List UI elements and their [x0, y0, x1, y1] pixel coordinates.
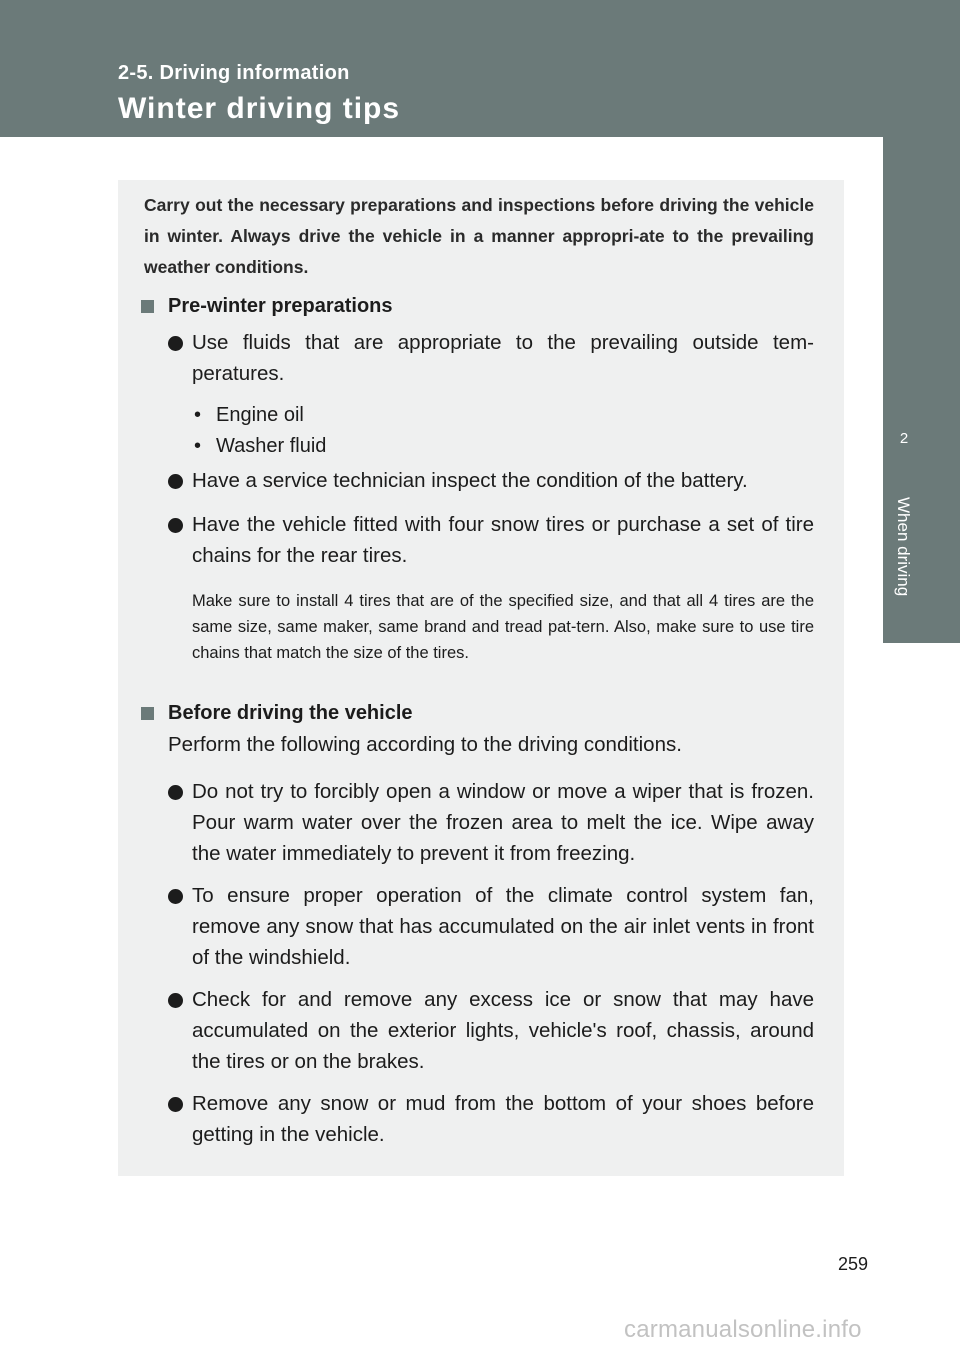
item-fluids: Use fluids that are appropriate to the prevailing outside tem-peratures.: [192, 331, 814, 385]
bullet-icon: [168, 785, 183, 800]
heading-pre-winter: Pre-winter preparations: [168, 295, 393, 317]
chapter-name: When driving: [894, 497, 913, 597]
section2-intro: Perform the following according to the driving conditions.: [168, 733, 682, 756]
heading-square-icon: [141, 707, 154, 720]
bullet-icon: [168, 474, 183, 489]
bullet-icon: [168, 518, 183, 533]
item-excess-ice: Check for and remove any excess ice or snow that may have accumulated on the exterior lights, vehicle's roof, chassis, around the tires or on the brakes.: [192, 988, 814, 1073]
sub-bullet-icon: •: [194, 404, 202, 426]
header-bar: [0, 0, 960, 137]
page-number: 259: [838, 1254, 869, 1274]
item-shoes: Remove any snow or mud from the bottom of your shoes before getting in the vehicle.: [192, 1092, 814, 1146]
watermark: carmanualsonline.info: [624, 1316, 862, 1343]
sub-item-washer-fluid: Washer fluid: [216, 435, 327, 457]
heading-square-icon: [141, 300, 154, 313]
bullet-icon: [168, 889, 183, 904]
chapter-number: 2: [899, 430, 909, 447]
tire-note: Make sure to install 4 tires that are of the specified size, and that all 4 tires are the same size, same maker, same brand and tread pat-tern. Also, make sure to use tire chains that match the size of the tires.: [192, 592, 814, 662]
bullet-icon: [168, 993, 183, 1008]
bullet-icon: [168, 1097, 183, 1112]
item-snow-tires: Have the vehicle fitted with four snow tires or purchase a set of tire chains for the rear tires.: [192, 513, 814, 567]
item-climate-fan: To ensure proper operation of the climate control system fan, remove any snow that has accumulated on the air inlet vents in front of the windshield.: [192, 884, 814, 969]
sub-bullet-icon: •: [194, 435, 202, 457]
section-label: 2-5. Driving information: [118, 62, 350, 84]
item-battery: Have a service technician inspect the condition of the battery.: [192, 469, 748, 492]
sub-item-engine-oil: Engine oil: [216, 404, 304, 426]
side-tab-upper: [883, 137, 960, 397]
bullet-icon: [168, 336, 183, 351]
heading-before-driving: Before driving the vehicle: [168, 702, 413, 724]
intro-text: Carry out the necessary preparations and inspections before driving the vehicle in winter. Always drive the vehicle in a manner appropri-ate to the prevailing weather conditions.: [144, 195, 814, 277]
page-title: Winter driving tips: [118, 92, 401, 125]
item-frozen-window: Do not try to forcibly open a window or move a wiper that is frozen. Pour warm water over the frozen area to melt the ice. Wipe away the water immediately to prevent it from freezing.: [192, 780, 814, 865]
